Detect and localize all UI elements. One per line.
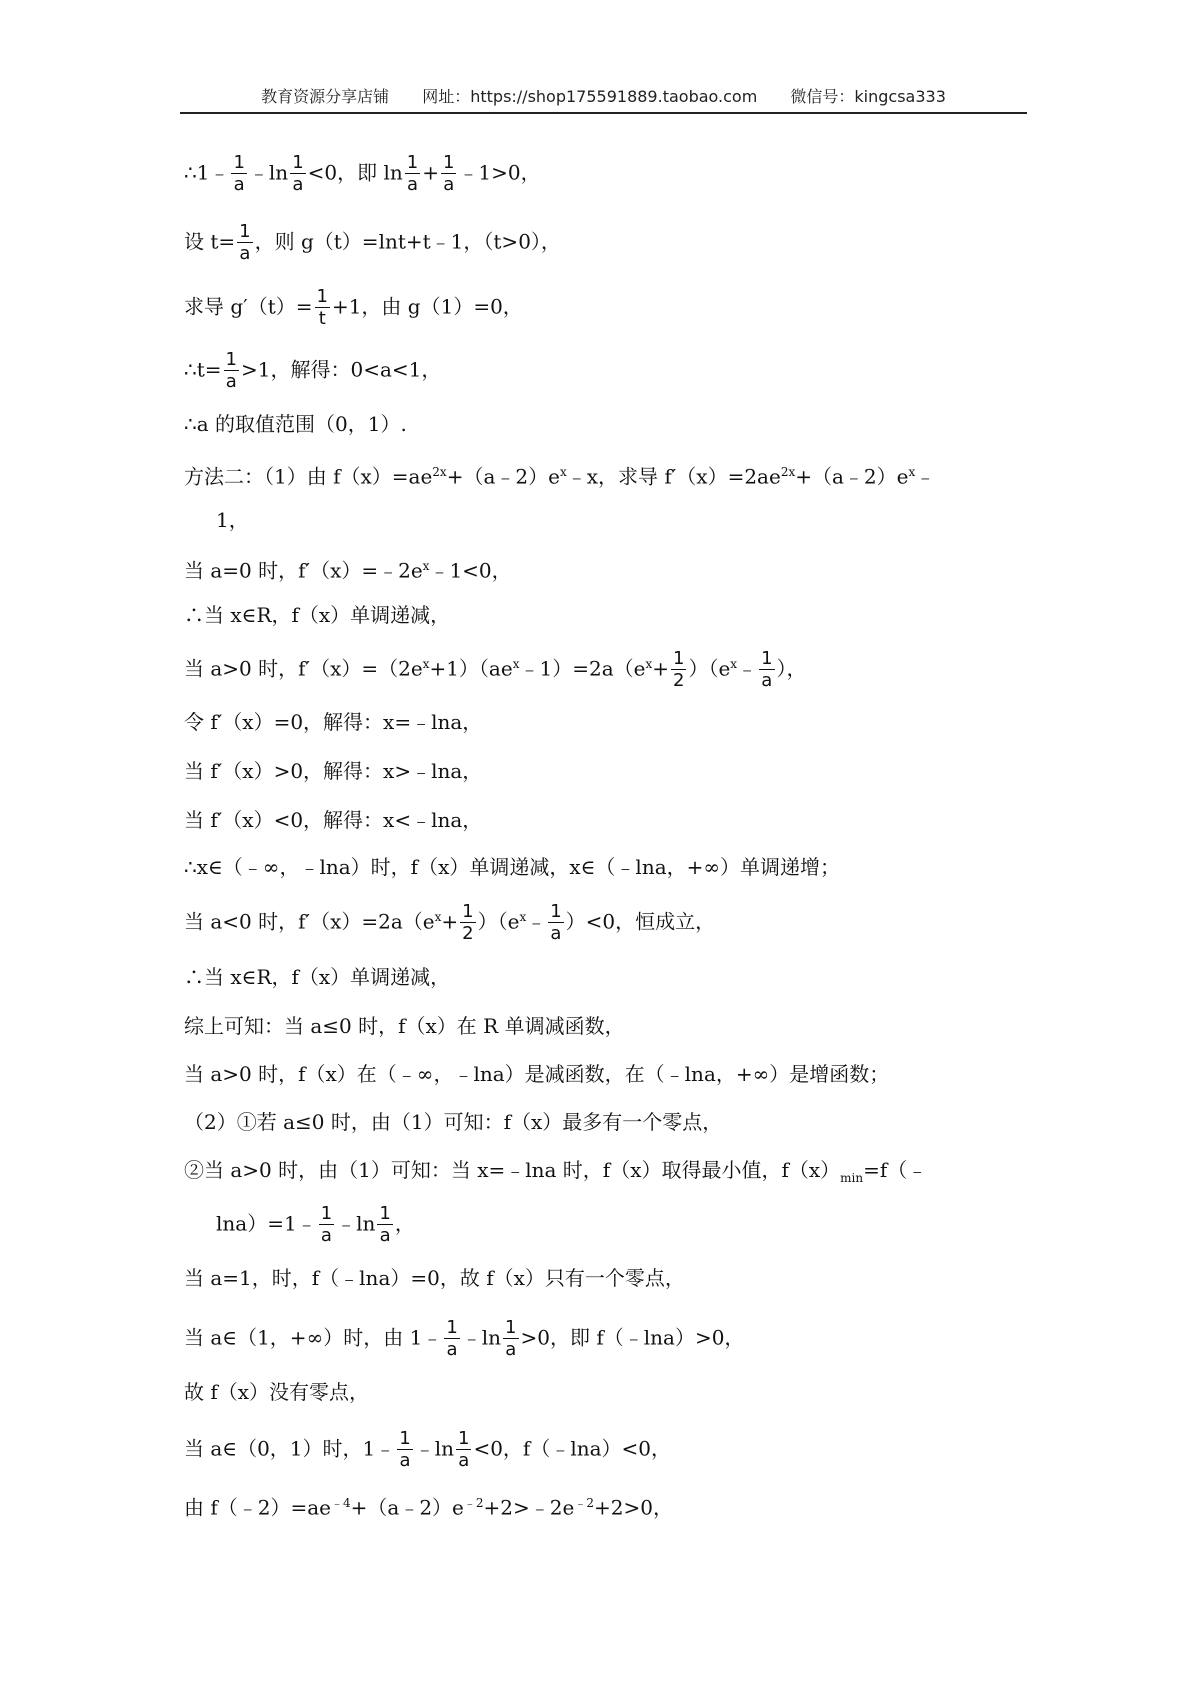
fraction: $\frac{1}{a}$ bbox=[292, 152, 304, 195]
solution-line-9: ∴当 x∈R，f（x）单调递减， bbox=[184, 603, 451, 627]
solution-line-20: ②当 a>0 时，由（1）可知：当 x=﹣lna 时，f（x）取得最小值，$f(x)_{min}=f(﹣$ bbox=[184, 1158, 928, 1185]
solution-line-8: 当 a=0 时，$f'(x)=﹣2e^x﹣1<0$， bbox=[184, 558, 512, 583]
header-url: 网址：https://shop175591889.taobao.com bbox=[422, 87, 758, 106]
solution-line-26: 由 $f(﹣2)=ae^{﹣4}+(a﹣2)e^{﹣2}+2>﹣2e^{﹣2}+2>0$， bbox=[184, 1495, 673, 1520]
fraction: $\frac{1}{2}$ bbox=[673, 648, 685, 692]
solution-line-11: 令 f′（x）=0，解得：x=﹣lna， bbox=[184, 710, 483, 734]
solution-line-23: 当 a∈（1，+∞）时，由 1﹣ $\frac{1}{a}$ ﹣ln $\frac{1}{a}$ >0，即 f（﹣lna）>0， bbox=[184, 1317, 745, 1360]
fraction: $\frac{1}{a}$ bbox=[399, 1428, 411, 1471]
solution-line-3: 求导 g′（t）= $\frac{1}{t}$ +1，由 g（1）=0， bbox=[184, 286, 523, 329]
fraction: $\frac{1}{a}$ bbox=[442, 152, 455, 195]
fraction: $\frac{1}{t}$ bbox=[316, 286, 328, 329]
fraction: $\frac{1}{a}$ bbox=[379, 1203, 391, 1246]
fraction: $\frac{1}{a}$ bbox=[239, 221, 251, 264]
solution-line-4: ∴t= $\frac{1}{a}$ >1，解得：0<a<1， bbox=[184, 349, 442, 392]
fraction: $\frac{1}{a}$ bbox=[225, 349, 237, 392]
solution-line-12: 当 f′（x）>0，解得：x>﹣lna， bbox=[184, 759, 483, 783]
header-shop-name: 教育资源分享店铺 bbox=[261, 87, 390, 106]
solution-line-17: 综上可知：当 a≤0 时，f（x）在 R 单调减函数， bbox=[184, 1014, 625, 1038]
solution-line-16: ∴当 x∈R，f（x）单调递减， bbox=[184, 965, 451, 989]
solution-line-10: 当 a>0 时，$f'(x)=(2e^x+1)(ae^x﹣1)=2a(e^x+$ $\frac{1}{2}$ ）（$e^x﹣$ $\frac{1}{a}$ ）， bbox=[184, 648, 807, 692]
solution-line-22: 当 a=1，时，f（﹣lna）=0，故 f（x）只有一个零点， bbox=[184, 1266, 685, 1290]
header-wechat: 微信号：kingcsa333 bbox=[790, 87, 946, 106]
fraction: $\frac{1}{2}$ bbox=[462, 901, 474, 945]
solution-line-25: 当 a∈（0，1）时，1﹣ $\frac{1}{a}$ ﹣ln $\frac{1}{a}$ <0，f（﹣lna）<0， bbox=[184, 1428, 672, 1471]
solution-line-1: ∴1﹣ $\frac{1}{a}$ ﹣ln $\frac{1}{a}$ <0，即 ln $\frac{1}{a}$ + $\frac{1}{a}$ ﹣1>0， bbox=[184, 152, 541, 195]
solution-line-13: 当 f′（x）<0，解得：x<﹣lna， bbox=[184, 808, 483, 832]
solution-line-7: 1， bbox=[216, 508, 249, 532]
solution-line-5: ∴a 的取值范围（0，1）. bbox=[184, 412, 407, 436]
fraction: $\frac{1}{a}$ bbox=[458, 1428, 470, 1471]
fraction: $\frac{1}{a}$ bbox=[233, 152, 245, 195]
fraction: $\frac{1}{a}$ bbox=[550, 901, 562, 945]
solution-line-21: lna）=1﹣ $\frac{1}{a}$ ﹣ln $\frac{1}{a}$ ， bbox=[216, 1203, 415, 1246]
page-header bbox=[180, 84, 1027, 114]
fraction: $\frac{1}{a}$ bbox=[761, 648, 773, 692]
fraction: $\frac{1}{a}$ bbox=[446, 1317, 458, 1360]
fraction: $\frac{1}{a}$ bbox=[320, 1203, 333, 1246]
solution-line-18: 当 a>0 时，f（x）在（﹣∞，﹣lna）是减函数，在（﹣lna，+∞）是增函数； bbox=[184, 1062, 890, 1086]
solution-line-24: 故 f（x）没有零点， bbox=[184, 1380, 370, 1404]
solution-line-14: ∴x∈（﹣∞，﹣lna）时，f（x）单调递减，x∈（﹣lna，+∞）单调递增； bbox=[184, 855, 841, 879]
solution-line-15: 当 a<0 时，$f'(x)=2a(e^x+$ $\frac{1}{2}$ ）（$e^x﹣$ $\frac{1}{a}$ ）<0，恒成立， bbox=[184, 901, 716, 945]
solution-line-19: （2）①若 a≤0 时，由（1）可知：f（x）最多有一个零点， bbox=[184, 1110, 723, 1134]
fraction: $\frac{1}{a}$ bbox=[406, 152, 419, 195]
solution-line-6: 方法二：（1）由 $f(x)=ae^{2x}+(a﹣2)e^x﹣x$，求导 $f'(x)=2ae^{2x}+(a﹣2)e^x﹣$ bbox=[184, 464, 936, 489]
fraction: $\frac{1}{a}$ bbox=[505, 1317, 517, 1360]
solution-line-2: 设 t= $\frac{1}{a}$ ，则 g（t）=lnt+t﹣1，（t>0）， bbox=[184, 221, 561, 264]
